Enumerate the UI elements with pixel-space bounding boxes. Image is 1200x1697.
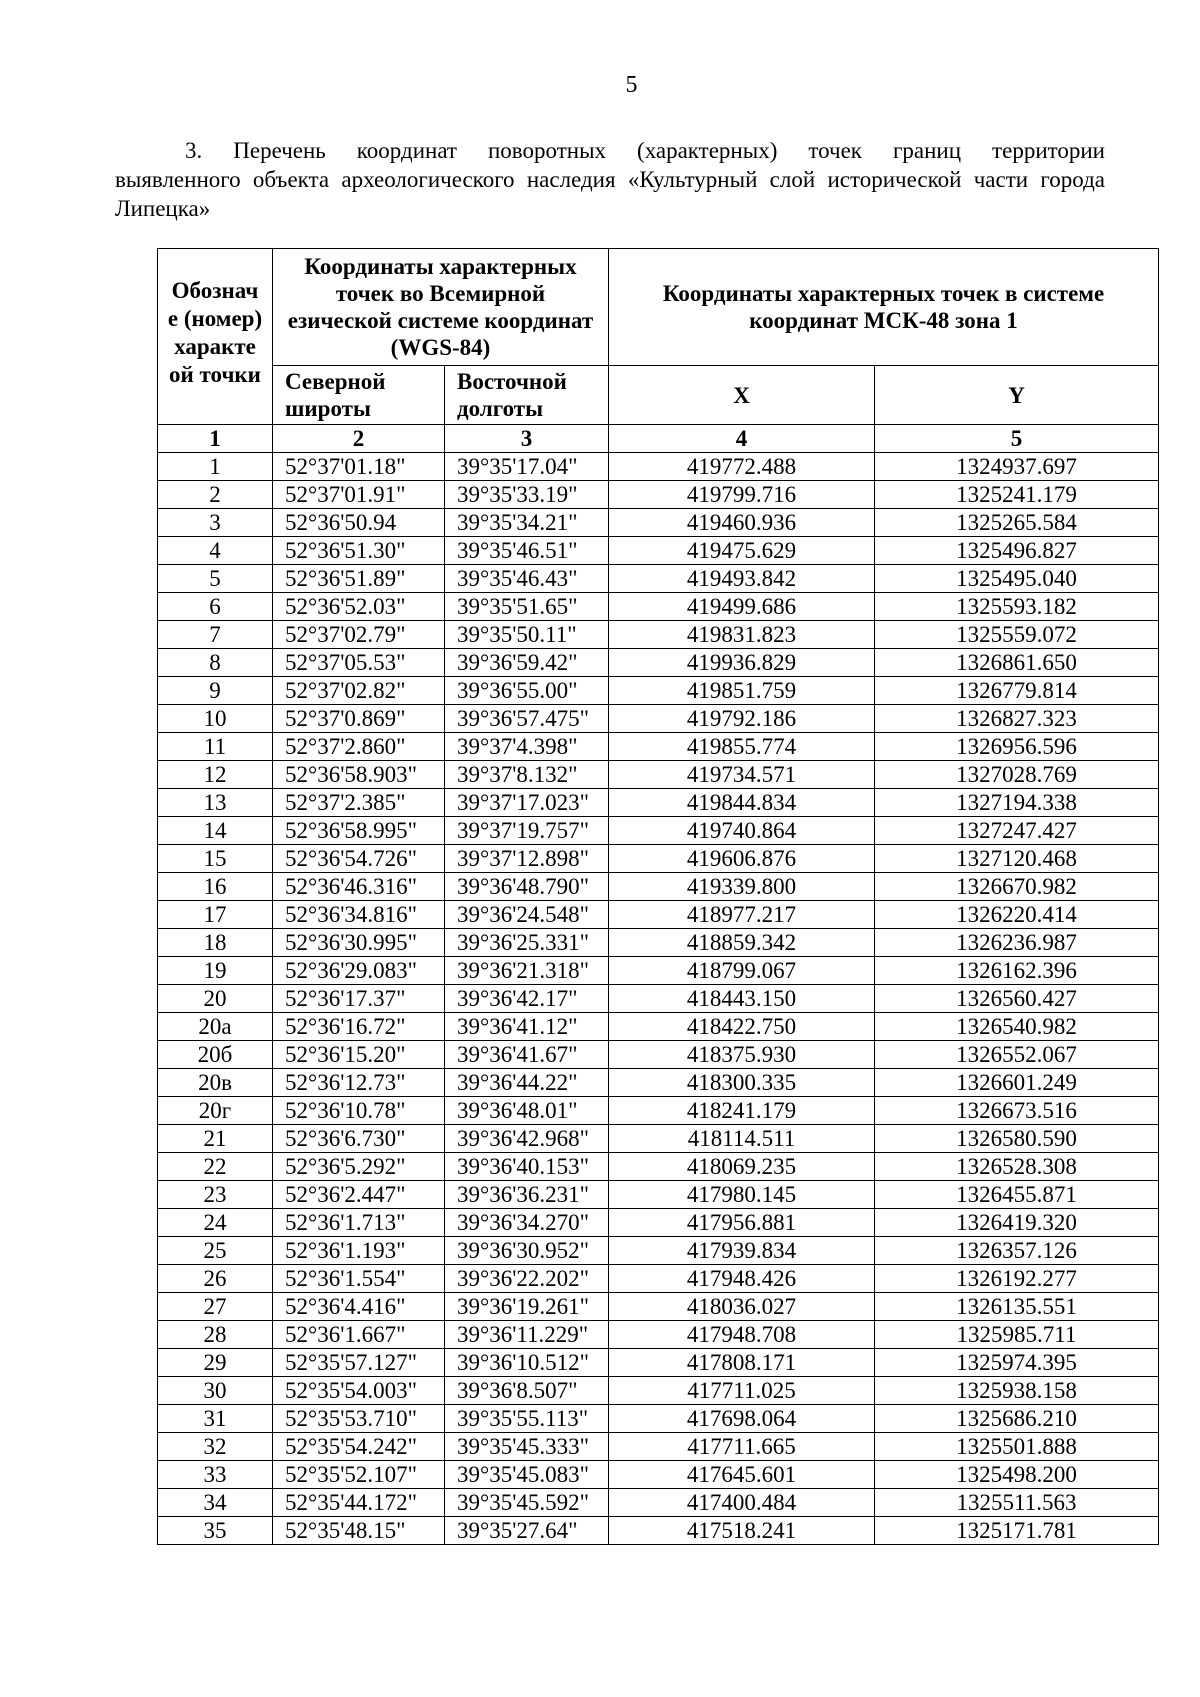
cell-point-number: 34 — [158, 1489, 273, 1517]
cell-x: 419844.834 — [609, 789, 875, 817]
cell-y: 1326162.396 — [875, 957, 1159, 985]
cell-y: 1325985.711 — [875, 1321, 1159, 1349]
cell-x: 417956.881 — [609, 1209, 875, 1237]
cell-longitude: 39°35'17.04" — [445, 453, 609, 481]
page-number: 5 — [625, 72, 638, 98]
cell-latitude: 52°35'54.003" — [273, 1377, 445, 1405]
cell-latitude: 52°36'29.083" — [273, 957, 445, 985]
cell-point-number: 20в — [158, 1069, 273, 1097]
cell-point-number: 33 — [158, 1461, 273, 1489]
cell-latitude: 52°35'52.107" — [273, 1461, 445, 1489]
header-msk-line-2: координат МСК-48 зона 1 — [749, 308, 1018, 333]
cell-longitude: 39°35'34.21" — [445, 509, 609, 537]
cell-point-number: 5 — [158, 565, 273, 593]
cell-x: 418799.067 — [609, 957, 875, 985]
table-row — [158, 1125, 1159, 1153]
cell-y: 1326540.982 — [875, 1013, 1159, 1041]
cell-y: 1325974.395 — [875, 1349, 1159, 1377]
table-row — [158, 1153, 1159, 1181]
table-row — [158, 733, 1159, 761]
cell-longitude: 39°36'48.01" — [445, 1097, 609, 1125]
cell-latitude: 52°36'58.903" — [273, 761, 445, 789]
cell-longitude: 39°35'46.51" — [445, 537, 609, 565]
cell-y: 1326419.320 — [875, 1209, 1159, 1237]
cell-latitude: 52°36'15.20" — [273, 1041, 445, 1069]
cell-x: 418422.750 — [609, 1013, 875, 1041]
cell-y: 1325495.040 — [875, 565, 1159, 593]
table-row — [158, 677, 1159, 705]
table-row — [158, 621, 1159, 649]
cell-longitude: 39°36'34.270" — [445, 1209, 609, 1237]
header-latitude: Северной широты — [273, 366, 445, 425]
cell-longitude: 39°35'45.083" — [445, 1461, 609, 1489]
column-number: 1 — [158, 425, 273, 453]
cell-point-number: 18 — [158, 929, 273, 957]
cell-point-number: 11 — [158, 733, 273, 761]
cell-point-number: 23 — [158, 1181, 273, 1209]
cell-longitude: 39°37'12.898" — [445, 845, 609, 873]
cell-latitude: 52°36'1.193" — [273, 1237, 445, 1265]
cell-point-number: 10 — [158, 705, 273, 733]
header-point-line-3: характе — [174, 334, 256, 359]
cell-latitude: 52°36'2.447" — [273, 1181, 445, 1209]
cell-y: 1327028.769 — [875, 761, 1159, 789]
cell-x: 418443.150 — [609, 985, 875, 1013]
cell-longitude: 39°35'45.333" — [445, 1433, 609, 1461]
cell-y: 1325496.827 — [875, 537, 1159, 565]
table-row — [158, 453, 1159, 481]
table-row — [158, 1461, 1159, 1489]
cell-y: 1325171.781 — [875, 1517, 1159, 1545]
cell-y: 1326670.982 — [875, 873, 1159, 901]
table-row — [158, 873, 1159, 901]
table-row — [158, 901, 1159, 929]
table-row — [158, 1349, 1159, 1377]
cell-y: 1326673.516 — [875, 1097, 1159, 1125]
cell-longitude: 39°35'51.65" — [445, 593, 609, 621]
intro-paragraph — [115, 136, 1105, 223]
cell-y: 1325265.584 — [875, 509, 1159, 537]
cell-x: 418114.511 — [609, 1125, 875, 1153]
cell-latitude: 52°36'54.726" — [273, 845, 445, 873]
cell-longitude: 39°37'19.757" — [445, 817, 609, 845]
cell-point-number: 30 — [158, 1377, 273, 1405]
cell-y: 1326135.551 — [875, 1293, 1159, 1321]
cell-y: 1326827.323 — [875, 705, 1159, 733]
cell-longitude: 39°36'55.00" — [445, 677, 609, 705]
cell-point-number: 20 — [158, 985, 273, 1013]
table-row — [158, 593, 1159, 621]
table-row — [158, 929, 1159, 957]
header-wgs-group — [273, 249, 609, 366]
cell-x: 417980.145 — [609, 1181, 875, 1209]
cell-y: 1325241.179 — [875, 481, 1159, 509]
cell-x: 417711.025 — [609, 1377, 875, 1405]
cell-x: 419499.686 — [609, 593, 875, 621]
table-row — [158, 1041, 1159, 1069]
cell-longitude: 39°36'21.318" — [445, 957, 609, 985]
header-wgs-line-3: езической системе координат — [287, 308, 594, 333]
cell-x: 418036.027 — [609, 1293, 875, 1321]
cell-y: 1325501.888 — [875, 1433, 1159, 1461]
table-row — [158, 1489, 1159, 1517]
cell-point-number: 19 — [158, 957, 273, 985]
cell-longitude: 39°36'10.512" — [445, 1349, 609, 1377]
cell-latitude: 52°36'50.94 — [273, 509, 445, 537]
table-row — [158, 1209, 1159, 1237]
cell-point-number: 25 — [158, 1237, 273, 1265]
cell-x: 418977.217 — [609, 901, 875, 929]
cell-point-number: 17 — [158, 901, 273, 929]
table-row — [158, 845, 1159, 873]
cell-x: 419475.629 — [609, 537, 875, 565]
cell-latitude: 52°35'44.172" — [273, 1489, 445, 1517]
header-y: Y — [875, 366, 1159, 425]
cell-point-number: 6 — [158, 593, 273, 621]
cell-latitude: 52°36'52.03" — [273, 593, 445, 621]
table-row — [158, 789, 1159, 817]
cell-x: 418375.930 — [609, 1041, 875, 1069]
header-msk-line-1: Координаты характерных точек в системе — [662, 281, 1105, 306]
header-wgs-line-4: (WGS-84) — [390, 335, 491, 360]
column-number: 3 — [445, 425, 609, 453]
cell-longitude: 39°36'48.790" — [445, 873, 609, 901]
cell-point-number: 35 — [158, 1517, 273, 1545]
table-row — [158, 761, 1159, 789]
cell-x: 417948.426 — [609, 1265, 875, 1293]
cell-point-number: 29 — [158, 1349, 273, 1377]
cell-point-number: 21 — [158, 1125, 273, 1153]
cell-point-number: 14 — [158, 817, 273, 845]
cell-longitude: 39°36'36.231" — [445, 1181, 609, 1209]
header-x: X — [609, 366, 875, 425]
cell-longitude: 39°36'30.952" — [445, 1237, 609, 1265]
table-row — [158, 1433, 1159, 1461]
cell-longitude: 39°36'41.12" — [445, 1013, 609, 1041]
cell-x: 419851.759 — [609, 677, 875, 705]
table-row — [158, 985, 1159, 1013]
cell-point-number: 4 — [158, 537, 273, 565]
cell-latitude: 52°36'6.730" — [273, 1125, 445, 1153]
cell-latitude: 52°36'17.37" — [273, 985, 445, 1013]
cell-longitude: 39°36'59.42" — [445, 649, 609, 677]
cell-latitude: 52°37'01.91" — [273, 481, 445, 509]
table-row — [158, 1237, 1159, 1265]
cell-y: 1326236.987 — [875, 929, 1159, 957]
table-row — [158, 1265, 1159, 1293]
header-point-line-4: ой точки — [169, 362, 261, 387]
coordinates-table — [157, 248, 1159, 1545]
cell-point-number: 13 — [158, 789, 273, 817]
cell-y: 1326601.249 — [875, 1069, 1159, 1097]
cell-y: 1325593.182 — [875, 593, 1159, 621]
cell-point-number: 1 — [158, 453, 273, 481]
cell-latitude: 52°37'2.860" — [273, 733, 445, 761]
table-row — [158, 509, 1159, 537]
cell-longitude: 39°36'44.22" — [445, 1069, 609, 1097]
cell-latitude: 52°37'01.18" — [273, 453, 445, 481]
table-row — [158, 1069, 1159, 1097]
cell-point-number: 32 — [158, 1433, 273, 1461]
table-row — [158, 1293, 1159, 1321]
cell-longitude: 39°36'41.67" — [445, 1041, 609, 1069]
cell-x: 419740.864 — [609, 817, 875, 845]
cell-point-number: 16 — [158, 873, 273, 901]
cell-longitude: 39°36'22.202" — [445, 1265, 609, 1293]
cell-x: 419936.829 — [609, 649, 875, 677]
cell-latitude: 52°37'02.82" — [273, 677, 445, 705]
column-number: 5 — [875, 425, 1159, 453]
header-row-1 — [158, 249, 1159, 366]
cell-point-number: 27 — [158, 1293, 273, 1321]
cell-point-number: 2 — [158, 481, 273, 509]
cell-latitude: 52°37'0.869" — [273, 705, 445, 733]
cell-x: 418859.342 — [609, 929, 875, 957]
cell-longitude: 39°37'4.398" — [445, 733, 609, 761]
cell-latitude: 52°36'1.713" — [273, 1209, 445, 1237]
table-row — [158, 649, 1159, 677]
cell-y: 1326861.650 — [875, 649, 1159, 677]
column-number: 2 — [273, 425, 445, 453]
cell-point-number: 24 — [158, 1209, 273, 1237]
cell-latitude: 52°35'48.15" — [273, 1517, 445, 1545]
table-row — [158, 537, 1159, 565]
cell-latitude: 52°37'2.385" — [273, 789, 445, 817]
cell-y: 1325498.200 — [875, 1461, 1159, 1489]
header-point-line-1: Обознач — [171, 278, 259, 303]
column-number-row — [158, 425, 1159, 453]
cell-x: 419792.186 — [609, 705, 875, 733]
cell-latitude: 52°36'51.30" — [273, 537, 445, 565]
cell-x: 417400.484 — [609, 1489, 875, 1517]
table-row — [158, 1377, 1159, 1405]
cell-point-number: 26 — [158, 1265, 273, 1293]
cell-y: 1326220.414 — [875, 901, 1159, 929]
cell-y: 1327120.468 — [875, 845, 1159, 873]
cell-x: 419831.823 — [609, 621, 875, 649]
cell-longitude: 39°35'50.11" — [445, 621, 609, 649]
header-msk-group — [609, 249, 1159, 366]
cell-point-number: 7 — [158, 621, 273, 649]
cell-latitude: 52°36'1.667" — [273, 1321, 445, 1349]
cell-longitude: 39°35'33.19" — [445, 481, 609, 509]
cell-x: 417711.665 — [609, 1433, 875, 1461]
cell-latitude: 52°36'51.89" — [273, 565, 445, 593]
cell-y: 1326192.277 — [875, 1265, 1159, 1293]
column-number: 4 — [609, 425, 875, 453]
cell-y: 1326779.814 — [875, 677, 1159, 705]
cell-longitude: 39°36'19.261" — [445, 1293, 609, 1321]
cell-longitude: 39°37'17.023" — [445, 789, 609, 817]
cell-x: 418069.235 — [609, 1153, 875, 1181]
cell-y: 1326528.308 — [875, 1153, 1159, 1181]
cell-x: 419339.800 — [609, 873, 875, 901]
cell-y: 1325511.563 — [875, 1489, 1159, 1517]
cell-longitude: 39°35'55.113" — [445, 1405, 609, 1433]
cell-x: 417808.171 — [609, 1349, 875, 1377]
cell-x: 417645.601 — [609, 1461, 875, 1489]
cell-latitude: 52°36'5.292" — [273, 1153, 445, 1181]
cell-latitude: 52°36'10.78" — [273, 1097, 445, 1125]
cell-x: 417698.064 — [609, 1405, 875, 1433]
header-point-line-2: е (номер) — [167, 306, 263, 331]
cell-y: 1327194.338 — [875, 789, 1159, 817]
cell-y: 1327247.427 — [875, 817, 1159, 845]
cell-y: 1326357.126 — [875, 1237, 1159, 1265]
cell-longitude: 39°36'42.17" — [445, 985, 609, 1013]
header-point-designation — [158, 249, 273, 425]
cell-longitude: 39°36'25.331" — [445, 929, 609, 957]
cell-longitude: 39°36'40.153" — [445, 1153, 609, 1181]
cell-longitude: 39°36'57.475" — [445, 705, 609, 733]
cell-point-number: 12 — [158, 761, 273, 789]
cell-latitude: 52°36'58.995" — [273, 817, 445, 845]
header-wgs-line-2: точек во Всемирной — [335, 281, 546, 306]
cell-longitude: 39°37'8.132" — [445, 761, 609, 789]
cell-x: 418241.179 — [609, 1097, 875, 1125]
cell-y: 1326956.596 — [875, 733, 1159, 761]
cell-point-number: 3 — [158, 509, 273, 537]
cell-longitude: 39°36'42.968" — [445, 1125, 609, 1153]
cell-latitude: 52°37'02.79" — [273, 621, 445, 649]
table-row — [158, 1013, 1159, 1041]
header-wgs-line-1: Координаты характерных — [304, 254, 577, 279]
cell-latitude: 52°37'05.53" — [273, 649, 445, 677]
cell-point-number: 8 — [158, 649, 273, 677]
cell-point-number: 20а — [158, 1013, 273, 1041]
cell-x: 418300.335 — [609, 1069, 875, 1097]
cell-y: 1326552.067 — [875, 1041, 1159, 1069]
header-row-2 — [158, 366, 1159, 425]
table-row — [158, 817, 1159, 845]
cell-longitude: 39°35'46.43" — [445, 565, 609, 593]
intro-rest: выявленного объекта археологического наследия «Культурный слой исторической части города Липецка» — [115, 167, 1105, 221]
cell-point-number: 28 — [158, 1321, 273, 1349]
cell-latitude: 52°36'46.316" — [273, 873, 445, 901]
cell-x: 417518.241 — [609, 1517, 875, 1545]
cell-longitude: 39°36'8.507" — [445, 1377, 609, 1405]
cell-latitude: 52°36'16.72" — [273, 1013, 445, 1041]
cell-y: 1325559.072 — [875, 621, 1159, 649]
cell-y: 1325686.210 — [875, 1405, 1159, 1433]
cell-point-number: 15 — [158, 845, 273, 873]
cell-latitude: 52°36'30.995" — [273, 929, 445, 957]
cell-longitude: 39°36'24.548" — [445, 901, 609, 929]
cell-latitude: 52°36'12.73" — [273, 1069, 445, 1097]
cell-x: 419772.488 — [609, 453, 875, 481]
header-longitude: Восточной долготы — [445, 366, 609, 425]
cell-point-number: 31 — [158, 1405, 273, 1433]
cell-longitude: 39°35'27.64" — [445, 1517, 609, 1545]
cell-latitude: 52°35'57.127" — [273, 1349, 445, 1377]
table-body — [158, 249, 1159, 1545]
table-row — [158, 705, 1159, 733]
cell-latitude: 52°35'53.710" — [273, 1405, 445, 1433]
table-row — [158, 1321, 1159, 1349]
table-row — [158, 1517, 1159, 1545]
cell-latitude: 52°35'54.242" — [273, 1433, 445, 1461]
cell-y: 1325938.158 — [875, 1377, 1159, 1405]
cell-x: 419734.571 — [609, 761, 875, 789]
cell-x: 417939.834 — [609, 1237, 875, 1265]
cell-point-number: 9 — [158, 677, 273, 705]
cell-longitude: 39°35'45.592" — [445, 1489, 609, 1517]
cell-y: 1326455.871 — [875, 1181, 1159, 1209]
cell-x: 419493.842 — [609, 565, 875, 593]
cell-x: 419460.936 — [609, 509, 875, 537]
cell-y: 1324937.697 — [875, 453, 1159, 481]
table-row — [158, 1405, 1159, 1433]
cell-y: 1326560.427 — [875, 985, 1159, 1013]
cell-x: 419799.716 — [609, 481, 875, 509]
table-row — [158, 1181, 1159, 1209]
table-row — [158, 481, 1159, 509]
cell-y: 1326580.590 — [875, 1125, 1159, 1153]
cell-x: 417948.708 — [609, 1321, 875, 1349]
cell-point-number: 20б — [158, 1041, 273, 1069]
cell-longitude: 39°36'11.229" — [445, 1321, 609, 1349]
table-row — [158, 957, 1159, 985]
table-row — [158, 1097, 1159, 1125]
table-row — [158, 565, 1159, 593]
cell-point-number: 22 — [158, 1153, 273, 1181]
cell-x: 419606.876 — [609, 845, 875, 873]
cell-latitude: 52°36'34.816" — [273, 901, 445, 929]
cell-latitude: 52°36'1.554" — [273, 1265, 445, 1293]
cell-point-number: 20г — [158, 1097, 273, 1125]
cell-x: 419855.774 — [609, 733, 875, 761]
intro-first-line: 3. Перечень координат поворотных (характерных) точек границ территории — [185, 138, 1105, 163]
cell-latitude: 52°36'4.416" — [273, 1293, 445, 1321]
